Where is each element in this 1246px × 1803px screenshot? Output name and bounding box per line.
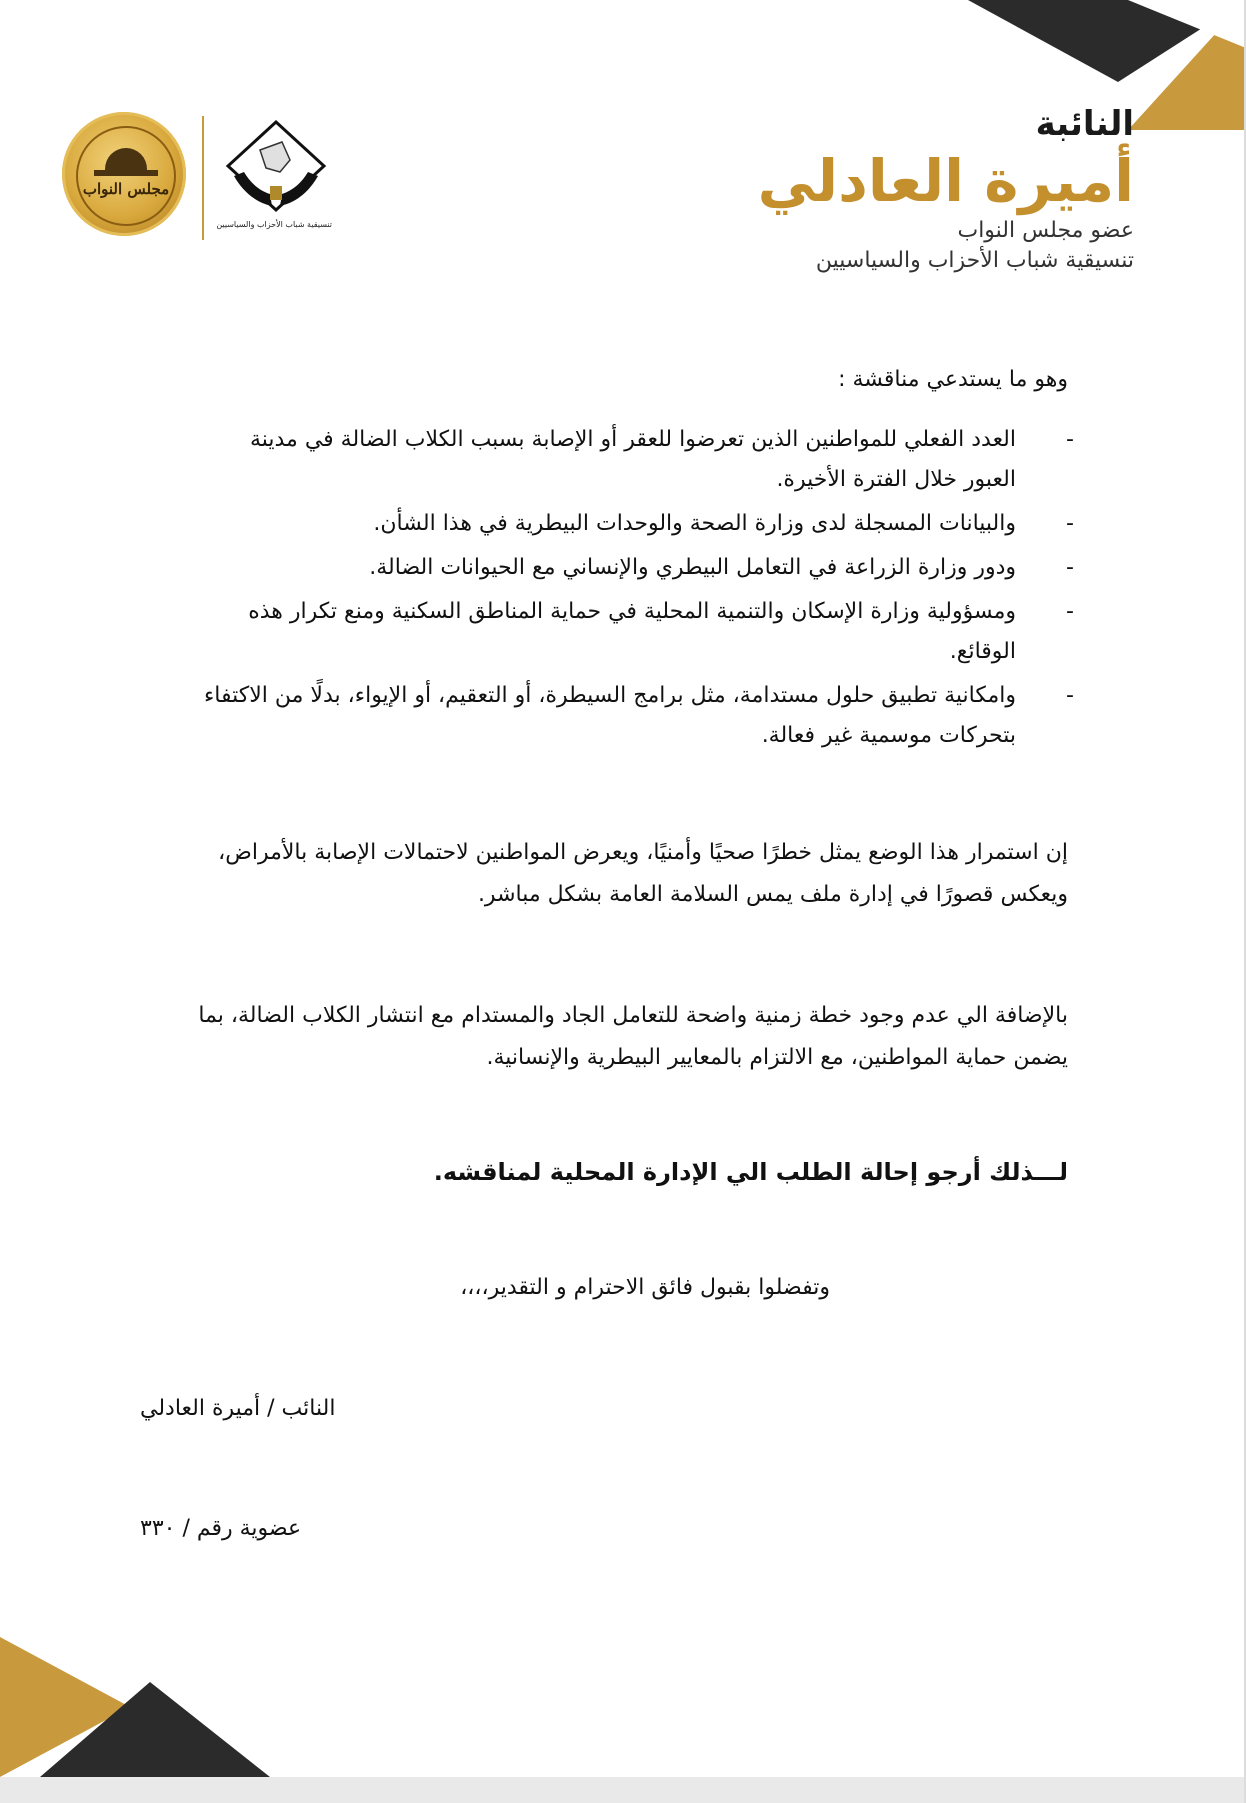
member-name-title: أميرة العادلي xyxy=(757,147,1134,215)
list-item-text: والبيانات المسجلة لدى وزارة الصحة والوحدات البيطرية في هذا الشأن. xyxy=(373,511,1016,536)
list-item xyxy=(196,504,1074,544)
dome-icon xyxy=(105,148,147,170)
logo-group xyxy=(62,112,332,242)
member-affiliation: تنسيقية شباب الأحزاب والسياسيين xyxy=(815,248,1134,273)
dash-bullet: - xyxy=(1066,555,1074,580)
list-item xyxy=(196,676,1074,756)
page-footer-strip xyxy=(0,1777,1246,1803)
title-prefix: النائبة xyxy=(1035,104,1134,144)
youth-coordination-logo xyxy=(216,120,332,240)
emblem-caption: تنسيقية شباب الأحزاب والسياسيين xyxy=(216,220,332,229)
list-item xyxy=(196,420,1074,500)
signature-name: النائب / أميرة العادلي xyxy=(140,1396,336,1421)
list-item-text: وامكانية تطبيق حلول مستدامة، مثل برامج السيطرة، أو التعقيم، أو الإيواء، بدلًا من الاكتفاء بتحركات موسمية غير فعالة. xyxy=(203,683,1016,748)
dash-bullet: - xyxy=(1066,511,1074,536)
seal-ring xyxy=(76,126,176,226)
corner-bottom-left xyxy=(0,1627,300,1777)
corner-gold-cut-top xyxy=(1128,0,1246,48)
hands-diamond-icon xyxy=(220,120,332,220)
dash-bullet: - xyxy=(1066,599,1074,624)
list-item xyxy=(196,548,1074,588)
member-role: عضو مجلس النواب xyxy=(957,218,1134,243)
list-item-text: ودور وزارة الزراعة في التعامل البيطري والإنساني مع الحيوانات الضالة. xyxy=(369,555,1016,580)
membership-number: عضوية رقم / ٣٣٠ xyxy=(140,1516,302,1541)
list-item-text: العدد الفعلي للمواطنين الذين تعرضوا للعقر أو الإصابة بسبب الكلاب الضالة في مدينة العبور خلال الفترة الأخيرة. xyxy=(249,427,1016,492)
logo-divider xyxy=(202,116,204,240)
list-item-text: ومسؤولية وزارة الإسكان والتنمية المحلية في حماية المناطق السكنية ومنع تكرار هذه الوقائع. xyxy=(248,599,1016,664)
parliament-seal-logo xyxy=(62,112,186,236)
regards-line: وتفضلوا بقبول فائق الاحترام و التقدير،،،، xyxy=(460,1275,830,1300)
list-item xyxy=(196,592,1074,672)
paragraph-risk: إن استمرار هذا الوضع يمثل خطرًا صحيًا وأمنيًا، ويعرض المواطنين لاحتمالات الإصابة بالأمراض، ويعكس قصورًا في إدارة ملف يمس السلامة العامة بشكل مباشر. xyxy=(218,840,1068,907)
letterhead xyxy=(714,102,1134,276)
discussion-points-list xyxy=(196,420,1074,760)
closing-request: لـــذلك أرجو إحالة الطلب الي الإدارة المحلية لمناقشه. xyxy=(433,1158,1068,1186)
dome-base xyxy=(94,170,158,176)
seal-text: مجلس النواب xyxy=(82,180,170,198)
intro-line: وهو ما يستدعي مناقشة : xyxy=(838,367,1068,392)
dash-bullet: - xyxy=(1066,427,1074,452)
paragraph-plan: بالإضافة الي عدم وجود خطة زمنية واضحة للتعامل الجاد والمستدام مع انتشار الكلاب الضالة، بما يضمن حماية المواطنين، مع الالتزام بالمعايير البيطرية والإنسانية. xyxy=(198,1003,1068,1070)
dash-bullet: - xyxy=(1066,683,1074,708)
